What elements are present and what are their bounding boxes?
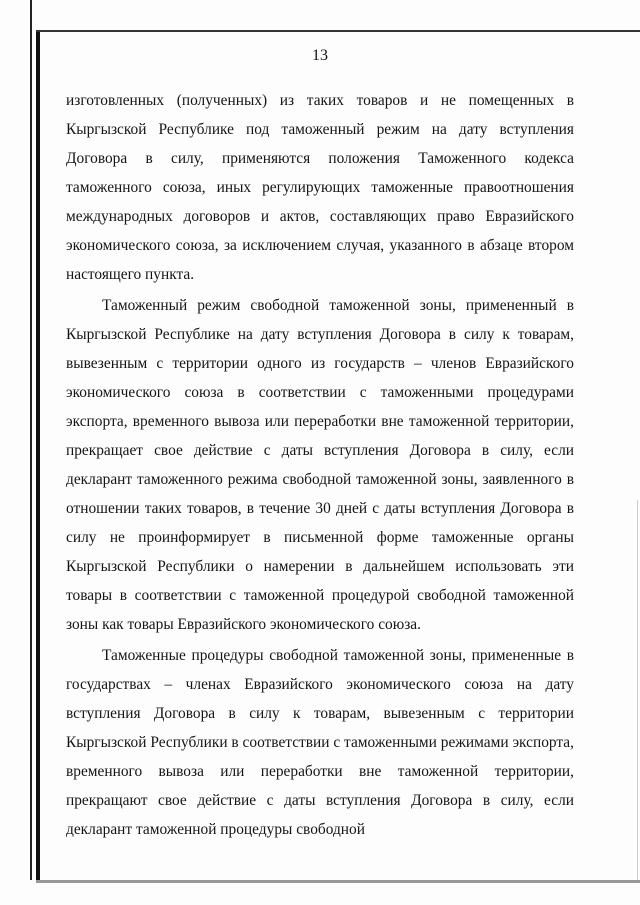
paragraph-free-customs-zone-regime: Таможенный режим свободной таможенной зоны, примененный в Кыргызской Республике на дату вступления Договора в силу к товарам, вывезенным с территории одного из государств – членов Евразийского экономического союза в соответствии с таможенными процедурами экспорта, временного вывоза или переработки вне таможенной территории, прекращает свое действие с даты вступления Договора в силу, если декларант таможенного режима свободной таможенной зоны, заявленного в отношении таких товаров, в течение 30 дней с даты вступления Договора в силу не проинформирует в письменной форме таможенные органы Кыргызской Республики о намерении в дальнейшем использовать эти товары в соответствии с таможенной процедурой свободной таможенной зоны как товары Евразийского экономического союза. bbox=[66, 297, 574, 633]
paragraph-free-customs-zone-procedures: Таможенные процедуры свободной таможенной зоны, примененные в государствах – членах Евразийского экономического союза на дату вступления Договора в силу к товарам, вывезенным с территории Кыргызской Республики в соответствии с таможенными режимами экспорта, временного вывоза или переработки вне таможенной территории, прекращают свое действие с даты вступления Договора в силу, если декларант таможенной процедуры свободной bbox=[66, 647, 574, 838]
scan-border-right bbox=[637, 500, 638, 880]
document-body bbox=[66, 86, 574, 844]
scan-border-left-thick bbox=[36, 30, 40, 880]
page-number: 13 bbox=[312, 47, 328, 64]
scan-border-top bbox=[36, 30, 640, 32]
scan-border-left bbox=[30, 0, 32, 880]
scan-border-bottom bbox=[36, 880, 640, 883]
paragraph-continuation: изготовленных (полученных) из таких товаров и не помещенных в Кыргызской Республике под таможенный режим на дату вступления Договора в силу, применяются положения Таможенного кодекса таможенного союза, иных регулирующих таможенные правоотношения международных договоров и актов, составляющих право Евразийского экономического союза, за исключением случая, указанного в абзаце втором настоящего пункта. bbox=[66, 92, 574, 283]
